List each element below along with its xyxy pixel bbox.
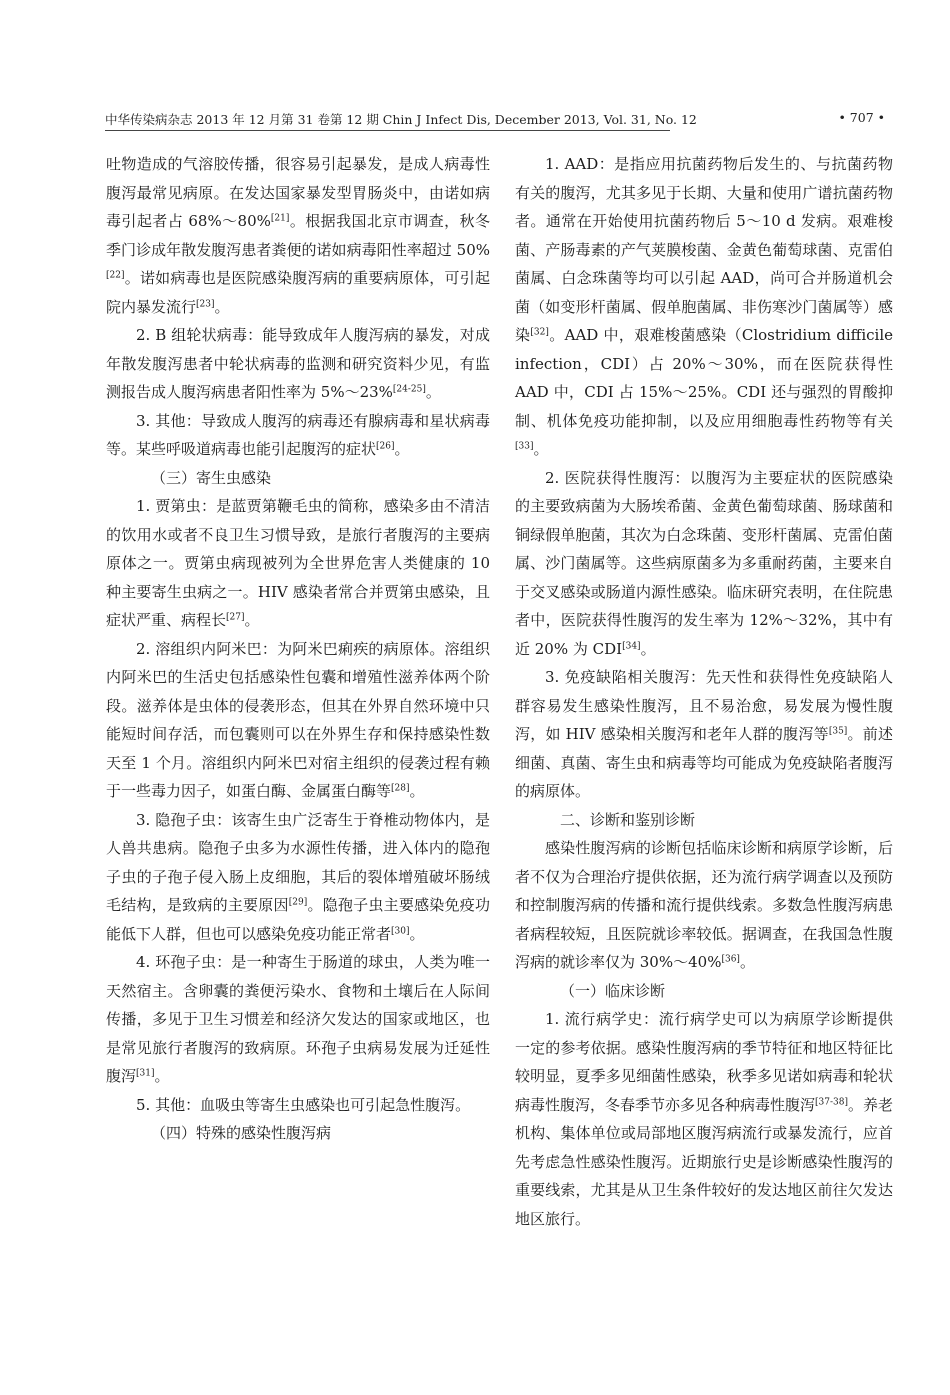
section-heading: 二、诊断和鉴别诊断	[560, 810, 696, 829]
paragraph: 2. B 组轮状病毒：能导致成年人腹泻病的暴发，对成年散发腹泻患者中轮状病毒的监测和研究资料少见，有监测报告成人腹泻病患者阳性率为 5%～23%[24-25]。	[106, 326, 490, 401]
paragraph: 2. 溶组织内阿米巴：为阿米巴痢疾的病原体。溶组织内阿米巴的生活史包括感染性包囊和增殖性滋养体两个阶段。滋养体是虫体的侵袭形态，但其在外界自然环境中只能短时间存活，而包囊则可以在外界生存和保持感染性数天至 1 个月。溶组织内阿米巴对宿主组织的侵袭过程有赖于一些毒力因子，如蛋白酶、金属蛋白酶等[28]。	[106, 639, 490, 800]
running-header	[105, 110, 885, 130]
journal-citation: 中华传染病杂志 2013 年 12 月第 31 卷第 12 期 Chin J Infect Dis, December 2013, Vol. 31, No. 12	[105, 112, 697, 127]
right-column	[515, 150, 893, 1233]
paragraph: 3. 免疫缺陷相关腹泻：先天性和获得性免疫缺陷人群容易发生感染性腹泻，且不易治愈，易发展为慢性腹泻，如 HIV 感染相关腹泻和老年人群的腹泻等[35]。前述细菌、真菌、寄生虫和病毒等均可能成为免疫缺陷者腹泻的病原体。	[515, 668, 893, 800]
paragraph: 1. 流行病学史：流行病学史可以为病原学诊断提供一定的参考依据。感染性腹泻病的季节特征和地区特征比较明显，夏季多见细菌性感染，秋季多见诺如病毒和轮状病毒性腹泻，冬春季节亦多见各种病毒性腹泻[37-38]。养老机构、集体单位或局部地区腹泻病流行或暴发流行，应首先考虑急性感染性腹泻。近期旅行史是诊断感染性腹泻的重要线索，尤其是从卫生条件较好的发达地区前往欠发达地区旅行。	[515, 1010, 893, 1228]
paragraph: 3. 其他：导致成人腹泻的病毒还有腺病毒和星状病毒等。某些呼吸道病毒也能引起腹泻的症状[26]。	[106, 411, 490, 458]
page-number: • 707 •	[838, 110, 885, 125]
paragraph: 感染性腹泻病的诊断包括临床诊断和病原学诊断，后者不仅为合理治疗提供依据，还为流行病学调查以及预防和控制腹泻病的传播和流行提供线索。多数急性腹泻病患者病程较短，且医院就诊率较低。据调查，在我国急性腹泻病的就诊率仅为 30%～40%[36]。	[515, 839, 893, 971]
section-heading: （四）特殊的感染性腹泻病	[151, 1124, 332, 1142]
header-rule	[105, 130, 670, 131]
paragraph: 3. 隐孢子虫：该寄生虫广泛寄生于脊椎动物体内，是人兽共患病。隐孢子虫多为水源性传播，进入体内的隐孢子虫的子孢子侵入肠上皮细胞，其后的裂体增殖破坏肠绒毛结构，是致病的主要原因[29]。隐孢子虫主要感染免疫功能低下人群，但也可以感染免疫功能正常者[30]。	[106, 810, 490, 943]
paragraph: 1. AAD：是指应用抗菌药物后发生的、与抗菌药物有关的腹泻，尤其多见于长期、大量和使用广谱抗菌药物者。通常在开始使用抗菌药物后 5～10 d 发病。艰难梭菌、产肠毒素的产气荚膜梭菌、金黄色葡萄球菌、克雷伯菌属、白念珠菌等均可以引起 AAD，尚可合并肠道机会菌（如变形杆菌属、假单胞菌属、非伤寒沙门菌属等）感染[32]。AAD 中，艰难梭菌感染（Clostridium difficile infection，CDI）占 20%～30%，而在医院获得性 AAD 中，CDI 占 15%～25%。CDI 还与强烈的胃酸抑制、机体免疫功能抑制，以及应用细胞毒性药物等有关[33]。	[515, 155, 893, 458]
section-heading: （三）寄生虫感染	[151, 468, 272, 487]
paragraph: 1. 贾第虫：是蓝贾第鞭毛虫的简称，感染多由不清洁的饮用水或者不良卫生习惯导致，是旅行者腹泻的主要病原体之一。贾第虫病现被列为全世界危害人类健康的 10 种主要寄生虫病之一。HIV 感染者常合并贾第虫感染，且症状严重、病程长[27]。	[106, 497, 490, 629]
section-heading: （一）临床诊断	[560, 981, 666, 1000]
paragraph: 2. 医院获得性腹泻：以腹泻为主要症状的医院感染的主要致病菌为大肠埃希菌、金黄色葡萄球菌、肠球菌和铜绿假单胞菌，其次为白念珠菌、变形杆菌属、克雷伯菌属、沙门菌属等。这些病原菌多为多重耐药菌，主要来自于交叉感染或肠道内源性感染。临床研究表明，在住院患者中，医院获得性腹泻的发生率为 12%～32%，其中有近 20% 为 CDI[34]。	[515, 468, 893, 658]
paragraph: 5. 其他：血吸虫等寄生虫感染也可引起急性腹泻。	[136, 1095, 471, 1114]
paragraph: 吐物造成的气溶胶传播，很容易引起暴发，是成人病毒性腹泻最常见病原。在发达国家暴发型胃肠炎中，由诺如病毒引起者占 68%～80%[21]。根据我国北京市调查，秋冬季门诊成年散发腹泻患者粪便的诺如病毒阳性率超过 50%[22]。诺如病毒也是医院感染腹泻病的重要病原体，可引起院内暴发流行[23]。	[106, 155, 490, 316]
left-column	[106, 150, 490, 1148]
paragraph: 4. 环孢子虫：是一种寄生于肠道的球虫，人类为唯一天然宿主。含卵囊的粪便污染水、食物和土壤后在人际间传播，多见于卫生习惯差和经济欠发达的国家或地区，也是常见旅行者腹泻的致病原。环孢子虫病易发展为迁延性腹泻[31]。	[106, 953, 490, 1085]
